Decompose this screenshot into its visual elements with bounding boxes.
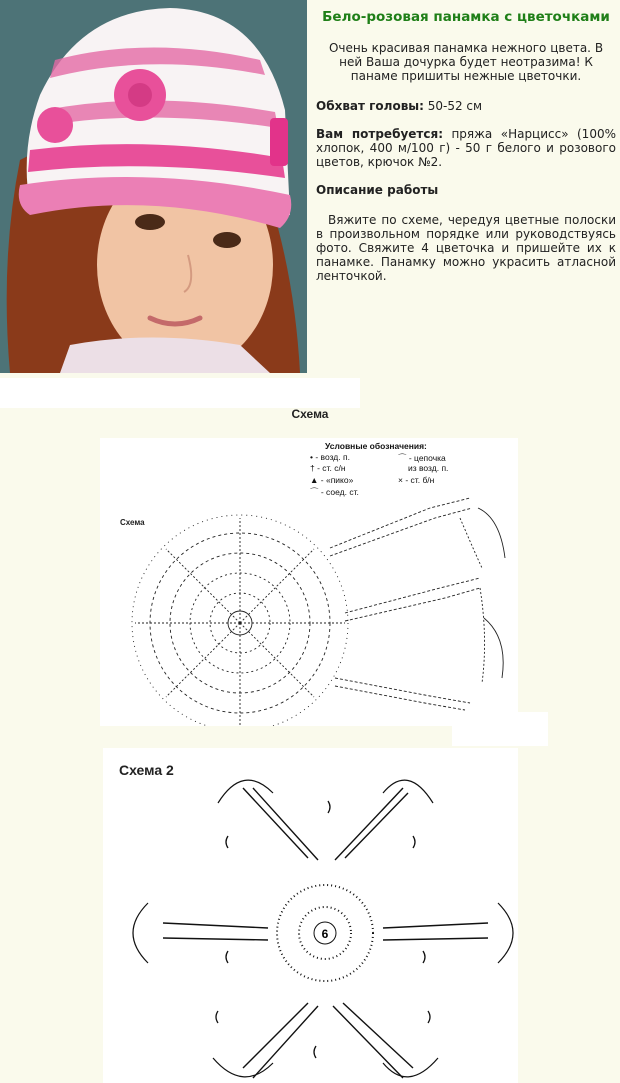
legend-item: ▲ - «пико» xyxy=(310,475,354,485)
legend-item: † - ст. с/н xyxy=(310,463,346,473)
legend-item: ⌒ - соед. ст. xyxy=(310,487,359,497)
head-size-label: Обхват головы: xyxy=(316,99,424,113)
diagram-2-label: Схема 2 xyxy=(119,762,174,778)
legend-title: Условные обозначения: xyxy=(325,441,427,451)
legend-item: ⌒ - цепочка xyxy=(398,453,446,463)
diagram-1-drawing xyxy=(100,438,518,726)
crochet-diagram-1 xyxy=(100,438,518,726)
work-header: Описание работы xyxy=(316,183,439,197)
center-number: 6 xyxy=(321,927,329,941)
legend-item: из возд. п. xyxy=(408,463,449,473)
materials-label: Вам потребуется: xyxy=(316,127,443,141)
schema-title: Схема xyxy=(291,407,329,421)
article-title: Бело-розовая панамка с цветочками xyxy=(322,9,610,25)
white-patch xyxy=(0,378,360,408)
hat-photo xyxy=(0,0,307,373)
materials-value: пряжа «Нарцисс» (100% хлопок, 400 м/100 г) - 50 г белого и розового цветов, крючок №2. xyxy=(316,127,616,169)
diagram-2-drawing xyxy=(103,748,518,1083)
article xyxy=(316,6,616,283)
diagram-1-label: Схема xyxy=(120,518,145,527)
crochet-diagram-2 xyxy=(103,748,518,1083)
materials xyxy=(316,127,616,169)
article-intro: Очень красивая панамка нежного цвета. В ней Ваша дочурка будет неотразима! К панаме пришиты нежные цветочки. xyxy=(328,41,604,83)
head-size-value: 50-52 см xyxy=(423,99,483,113)
work-text: Вяжите по схеме, чередуя цветные полоски в произвольном порядке или руководствуясь фото. Свяжите 4 цветочка и пришейте их к панамке. Панамку можно украсить атласной ленточкой. xyxy=(316,213,616,283)
head-size xyxy=(316,99,616,113)
legend-item: • - возд. п. xyxy=(310,452,350,462)
legend-item: × - ст. б/н xyxy=(398,475,435,485)
